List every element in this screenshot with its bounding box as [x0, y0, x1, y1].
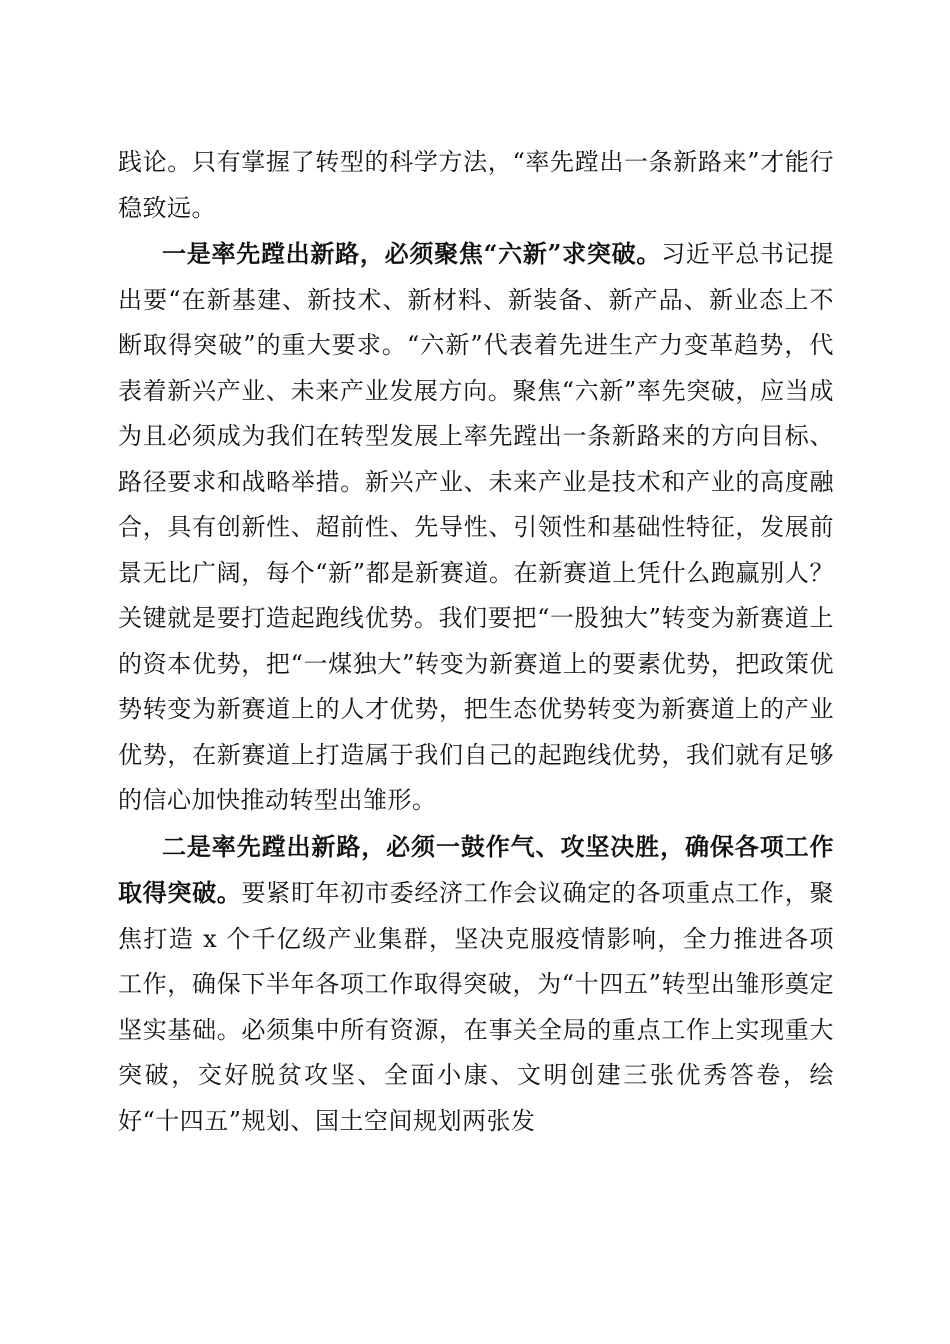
paragraph-3	[118, 824, 834, 1145]
paragraph-2-lead: 一是率先蹚出新路，必须聚焦“六新”求突破。	[162, 239, 662, 268]
paragraph-1-body: 践论。只有掌握了转型的科学方法，“率先蹚出一条新路来”才能行稳致远。	[118, 148, 834, 222]
paragraph-3-lead: 二是率先蹚出新路，必须一鼓作气、攻坚决胜，确保各项工作取得突破。	[118, 831, 834, 907]
paragraph-1	[118, 139, 834, 231]
paragraph-3-body: 要紧盯年初市委经济工作会议确定的各项重点工作，聚焦打造 x 个千亿级产业集群，坚决克服疫情影响，全力推进各项工作，确保下半年各项工作取得突破，为“十四五”转型出雏形奠定坚实基础。必须集中所有资源，在事关全局的重点工作上实现重大突破，交好脱贫攻坚、全面小康、文明创建三张优秀答卷，绘好“十四五”规划、国土空间规划两张发	[118, 879, 835, 1135]
paragraph-2-body: 习近平总书记提出要“在新基建、新技术、新材料、新装备、新产品、新业态上不断取得突破”的重大要求。“六新”代表着先进生产力变革趋势，代表着新兴产业、未来产业发展方向。聚焦“六新”率先突破，应当成为且必须成为我们在转型发展上率先蹚出一条新路来的方向目标、路径要求和战略举措。新兴产业、未来产业是技术和产业的高度融合，具有创新性、超前性、先导性、引领性和基础性特征，发展前景无比广阔，每个“新”都是新赛道。在新赛道上凭什么跑赢别人？关键就是要打造起跑线优势。我们要把“一股独大”转变为新赛道上的资本优势，把“一煤独大”转变为新赛道上的要素优势，把政策优势转变为新赛道上的人才优势，把生态优势转变为新赛道上的产业优势，在新赛道上打造属于我们自己的起跑线优势，我们就有足够的信心加快推动转型出雏形。	[118, 240, 835, 814]
paragraph-2	[118, 231, 834, 824]
document-page	[118, 139, 834, 1144]
